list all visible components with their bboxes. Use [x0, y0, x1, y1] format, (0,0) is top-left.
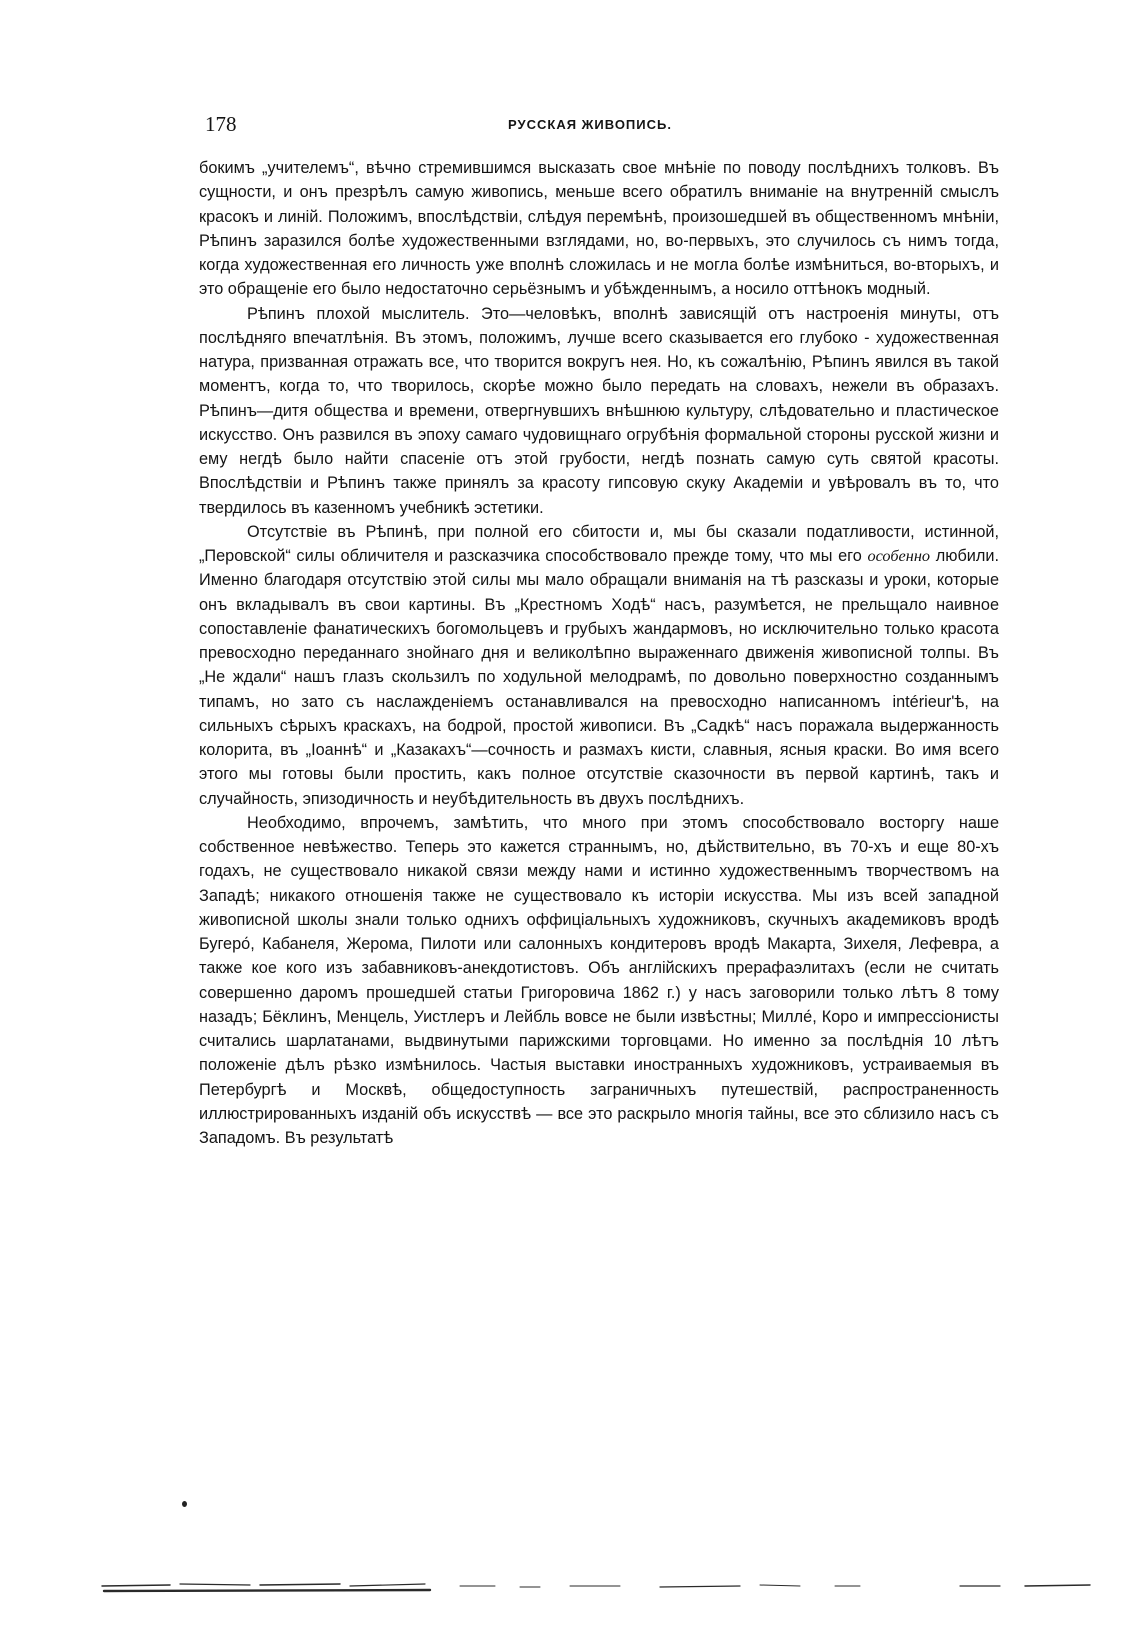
paragraph-3: [199, 520, 999, 811]
paragraph-3-text-b: любили. Именно благодаря отсутствію этой силы мы мало обращали вниманія на тѣ разсказы и уроки, которые онъ вкладывалъ въ свои картины. Въ „Крестномъ Ходѣ“ насъ, разумѣется, не прельщало наивное сопоставленіе фанатическихъ богомольцевъ и грубыхъ жандармовъ, но исключительно только красота превосходно переданнаго знойнаго дня и великолѣпно выраженнаго движенія живописной толпы. Въ „Не ждали“ нашъ глазъ скользилъ по ходульной мелодрамѣ, по довольно поверхностно созданнымъ типамъ, но зато съ наслажденіемъ останавливался на превосходно написанномъ intérieur'ѣ, на сильныхъ сѣрыхъ краскахъ, на бодрой, простой живописи. Въ „Садкѣ“ насъ поражала выдержанность колорита, въ „Іоаннѣ“ и „Казакахъ“—сочность и размахъ кисти, славныя, ясныя краски. Во имя всего этого мы готовы были простить, какъ полное отсутствіе сказочности въ первой картинѣ, такъ и случайность, эпизодичность и неубѣдительность въ двухъ послѣднихъ.: [199, 547, 999, 808]
scan-edge-noise: [100, 1572, 1100, 1594]
scan-speck: [182, 1501, 187, 1507]
paragraph-2: Рѣпинъ плохой мыслитель. Это—человѣкъ, вполнѣ зависящій отъ настроенія минуты, отъ послѣдняго впечатлѣнія. Въ этомъ, положимъ, лучше всего сказывается его глубоко - художественная натура, призванная отражать все, что творится вокругъ нея. Но, къ сожалѣнію, Рѣпинъ явился въ такой моментъ, когда то, что творилось, скорѣе можно было передать на словахъ, нежели въ образахъ. Рѣпинъ—дитя общества и времени, отвергнувшихъ внѣшнюю культуру, слѣдовательно и пластическое искусство. Онъ развился въ эпоху самаго чудовищнаго огрубѣнія формальной стороны русской жизни и ему негдѣ было найти спасеніе отъ этой грубости, негдѣ познать самую суть святой красоты. Впослѣдствіи и Рѣпинъ также принялъ за красоту гипсовую скуку Академіи и увѣровалъ въ то, что твердилось въ казенномъ учебникѣ эстетики.: [199, 304, 999, 517]
body-text: [199, 156, 999, 1150]
paragraph-3-text-a: Отсутствіе въ Рѣпинѣ, при полной его сбитости и, мы бы сказали податливости, истинной, „Перовской“ силы обличителя и разсказчика способствовало прежде тому, что мы его: [199, 522, 999, 565]
paragraph-1: бокимъ „учителемъ“, вѣчно стремившимся высказать свое мнѣніе по поводу послѣднихъ толковъ. Въ сущности, и онъ презрѣлъ самую живопись, меньше всего обратилъ вниманіе на внутренній смыслъ красокъ и линій. Положимъ, впослѣдствіи, слѣдуя перемѣнѣ, произошедшей въ общественномъ мнѣніи, Рѣпинъ заразился болѣе художественными взглядами, но, во-первыхъ, это случилось съ нимъ тогда, когда художественная его личность уже вполнѣ сложилась и не могла болѣе измѣниться, во-вторыхъ, и это обращеніе его было недостаточно серьёзнымъ и убѣжденнымъ, а носило оттѣнокъ модный.: [199, 159, 999, 299]
paragraph-3-emphasis: особенно: [867, 546, 931, 565]
running-head: РУССКАЯ ЖИВОПИСЬ.: [508, 117, 672, 132]
page-number: 178: [205, 112, 237, 136]
paragraph-4: Необходимо, впрочемъ, замѣтить, что много при этомъ способствовало восторгу наше собственное невѣжество. Теперь это кажется страннымъ, но, дѣйствительно, въ 70-хъ и еще 80-хъ годахъ, не существовало никакой связи между нами и истинно художественнымъ творчествомъ на Западѣ; никакого отношенія также не существовало къ исторіи искусства. Мы изъ всей западной живописной школы знали только одниxъ оффиціальныхъ художниковъ, скучныхъ академиковъ вродѣ Бугеро́, Кабанеля, Жерома, Пилоти или салонныхъ кондитеровъ вродѣ Макарта, Зихеля, Лефевра, а также кое кого изъ забавниковъ-анекдотистовъ. Объ англійскихъ прерафаэлитахъ (если не считать совершенно даромъ прошедшей статьи Григоровича 1862 г.) у насъ заговорили только лѣтъ 8 тому назадъ; Бёклинъ, Менцель, Уистлеръ и Лейбль вовсе не были извѣстны; Милле́, Коро и импрессіонисты считались шарлатанами, выдвинутыми парижскими торговцами. Но именно за послѣднія 10 лѣтъ положеніе дѣлъ рѣзко измѣнилось. Частыя выставки иностранныхъ художниковъ, устраиваемыя въ Петербургѣ и Москвѣ, общедоступность заграничныхъ путешествій, распространенность иллюстрированныхъ изданій объ искусствѣ — все это раскрыло многія тайны, все это сблизило насъ съ Западомъ. Въ результатѣ: [199, 813, 999, 1147]
